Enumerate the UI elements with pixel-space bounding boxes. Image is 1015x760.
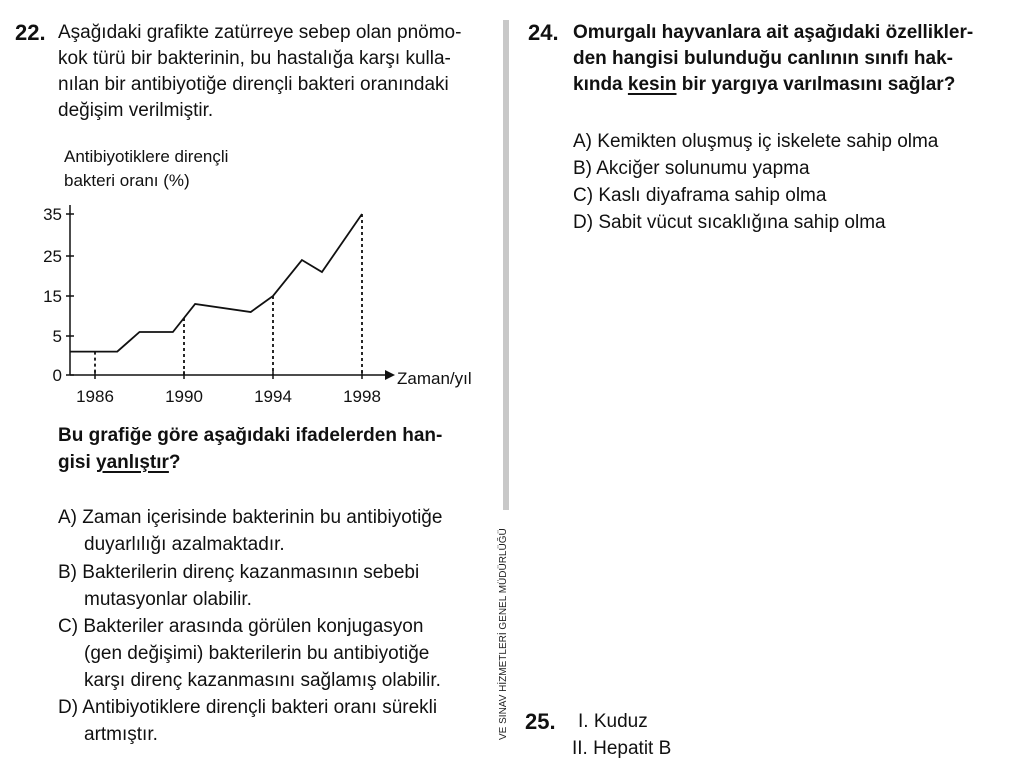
option-line: karşı direnç kazanmasını sağlamış olabilir. [84, 670, 441, 691]
stem-text: bir yargıya varılmasını sağlar? [676, 74, 956, 95]
question-25-item: II. Hepatit B [572, 738, 672, 759]
question-22-stem-line: değişim verilmiştir. [58, 100, 214, 121]
question-22-stem-line: nılan bir antibiyotiğe dirençli bakteri oranındaki [58, 74, 449, 95]
option-line: (gen değişimi) bakterilerin bu antibiyotiğe [84, 643, 430, 664]
y-tick-label: 25 [43, 247, 62, 266]
question-25-number: 25. [525, 709, 556, 734]
resistance-line-chart [0, 0, 500, 420]
question-24-stem-line [573, 74, 955, 96]
x-tick-label: 1994 [254, 387, 292, 406]
question-24-stem-line: Omurgalı hayvanlara ait aşağıdaki özellikler- [573, 22, 974, 43]
stem-text: kında [573, 74, 628, 95]
y-tick-label: 15 [43, 287, 62, 306]
y-tick-label: 0 [52, 366, 62, 385]
resistance-series-line [70, 214, 362, 352]
x-axis-arrow [385, 370, 395, 380]
emphasis-underlined: kesin [627, 74, 677, 95]
question-24-option-b[interactable]: B) Akciğer solunumu yapma [573, 158, 810, 179]
option-line: D) Antibiyotiklere dirençli bakteri oranı sürekli [58, 697, 438, 718]
column-divider [503, 20, 509, 510]
question-24-option-c[interactable]: C) Kaslı diyaframa sahip olma [573, 185, 827, 206]
prompt-text: ? [168, 452, 181, 473]
option-line: A) Zaman içerisinde bakterinin bu antibiyotiğe [58, 507, 443, 528]
x-tick-label: 1986 [76, 387, 114, 406]
y-tick-label: 35 [43, 205, 62, 224]
question-24-option-d[interactable]: D) Sabit vücut sıcaklığına sahip olma [573, 212, 886, 233]
x-axis-label: Zaman/yıl [397, 369, 472, 388]
option-line: C) Bakteriler arasında görülen konjugasyon [58, 616, 424, 637]
x-tick-label: 1998 [343, 387, 381, 406]
question-22-stem-line: Aşağıdaki grafikte zatürreye sebep olan pnömo- [58, 22, 462, 43]
y-axis-label: Antibiyotiklere dirençli [64, 147, 229, 166]
y-tick-label: 5 [52, 327, 62, 346]
option-line: mutasyonlar olabilir. [84, 589, 252, 610]
question-22-number: 22. [15, 20, 46, 45]
question-22-prompt-line-2 [58, 452, 181, 474]
option-line: artmıştır. [84, 724, 158, 745]
option-line: duyarlılığı azalmaktadır. [84, 534, 285, 555]
prompt-text: gisi [58, 452, 97, 473]
emphasis-underlined: yanlıştır [96, 452, 169, 473]
question-24-stem-line: den hangisi bulunduğu canlının sınıfı hak- [573, 48, 953, 69]
question-22-prompt: Bu grafiğe göre aşağıdaki ifadelerden han- [58, 425, 443, 446]
question-22-stem-line: kok türü bir bakterinin, bu hastalığa karşı kulla- [58, 48, 451, 69]
side-publisher-text: VE SINAV HİZMETLERİ GENEL MÜDÜRLÜĞÜ [498, 528, 509, 740]
question-24-option-a[interactable]: A) Kemikten oluşmuş iç iskelete sahip olma [573, 131, 939, 152]
x-tick-label: 1990 [165, 387, 203, 406]
question-24-number: 24. [528, 20, 559, 45]
option-line: B) Bakterilerin direnç kazanmasının sebebi [58, 562, 420, 583]
y-axis-label: bakteri oranı (%) [64, 171, 190, 190]
question-25-item: I. Kuduz [578, 711, 648, 732]
